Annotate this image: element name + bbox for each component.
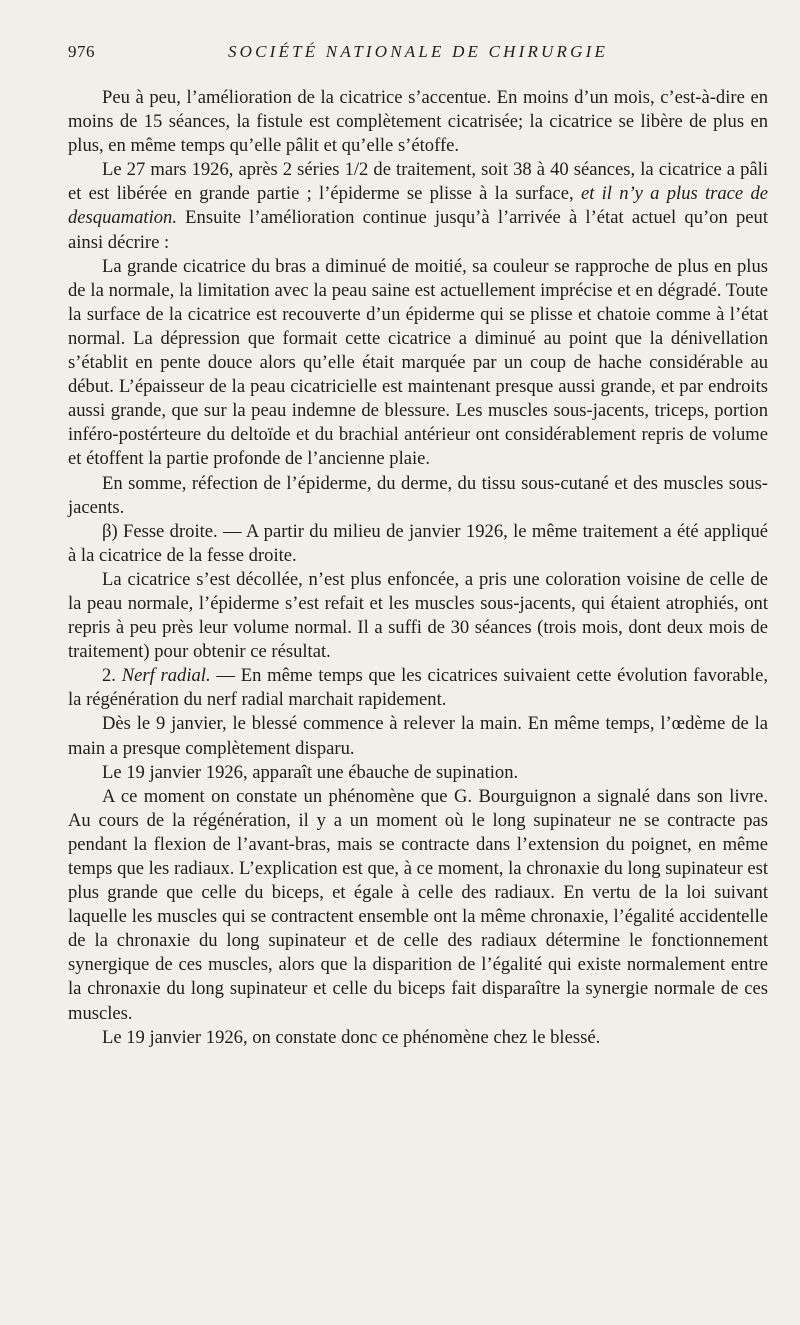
paragraph-text: 2. [102, 665, 122, 687]
paragraph-text: A ce moment on constate un phénomène que G. Bourguignon a signalé dans son livre. Au cours de la régénération, il y a un moment où le long supinateur ne se contracte pas pendant la flexion de l’avant-bras, mais se contracte dans l’extension du poignet, en même temps que les radiaux. L’explication est que, à ce moment, la chronaxie du long supinateur est plus grande que celle du biceps, et égale à celle des radiaux. En vertu de la loi suivant laquelle les muscles qui se contractent ensemble ont la même chronaxie, l’égalité accidentelle de la chronaxie du long supinateur et de celle des radiaux détermine le fonctionnement synergique de ces muscles, alors que la disparition de l’égalité qui existe normalement entre la chronaxie du long supinateur et celle du biceps fait disparaître la synergie normale de ces muscles. [68, 785, 768, 1024]
paragraph [68, 158, 768, 254]
paragraph-text: β) Fesse droite. — A partir du milieu de janvier 1926, le même traitement a été appliqué à la cicatrice de la fesse droite. [68, 520, 768, 566]
paragraph [68, 568, 768, 664]
paragraph-text: En somme, réfection de l’épiderme, du derme, du tissu sous-cutané et des muscles sous-jacents. [68, 472, 768, 518]
paragraph [68, 255, 768, 472]
paragraph [68, 785, 768, 1026]
paragraph [68, 472, 768, 520]
paragraph-text: La cicatrice s’est décollée, n’est plus enfoncée, a pris une coloration voisine de celle de la peau normale, l’épiderme s’est refait et les muscles sous-jacents, qui étaient atrophiés, ont repris à peu près leur volume normal. Il a suffi de 30 séances (trois mois, dont deux mois de traitement) pour obtenir ce résultat. [68, 568, 768, 663]
running-title: SOCIÉTÉ NATIONALE DE CHIRURGIE [227, 42, 609, 61]
paragraph-text: Le 27 mars 1926, après 2 séries 1/2 de traitement, soit 38 à 40 séances, la cicatrice a pâli et est libérée en grande partie ; l’épiderme se plisse à la surface, [68, 159, 768, 205]
page-header [68, 42, 768, 66]
paragraph [68, 712, 768, 760]
paragraph-text: Peu à peu, l’amélioration de la cicatrice s’accentue. En moins d’un mois, c’est-à-dire en moins de 15 séances, la fistule est complètement cicatrisée; la cicatrice se libère de plus en plus, en même temps qu’elle pâlit et qu’elle s’étoffe. [68, 87, 768, 157]
paragraph [68, 86, 768, 158]
paragraph [68, 664, 768, 712]
paragraph-text: La grande cicatrice du bras a diminué de moitié, sa couleur se rapproche de plus en plus de la normale, la limitation avec la peau saine est actuellement imprécise et en dégradé. Toute la surface de la cicatrice est recouverte d’un épiderme qui se plisse et chatoie comme à l’état normal. La dépression que formait cette cicatrice a diminué au point que la dénivellation s’établit en pente douce alors qu’elle était marquée par un coup de hache considérable au début. L’épaisseur de la peau cicatricielle est maintenant presque aussi grande, et par endroits aussi grande, que sur la peau indemne de blessure. Les muscles sous-jacents, triceps, portion inféro-postérteure du deltoïde et du brachial antérieur ont considérablement repris de volume et étoffent la partie profonde de l’ancienne plaie. [68, 255, 768, 470]
paragraph-text: Ensuite l’amélioration continue jusqu’à l’arrivée à l’état actuel qu’on peut ainsi décrire : [68, 207, 768, 253]
italic-text: Nerf radial. [121, 665, 211, 687]
body-text [68, 86, 768, 1050]
paragraph-text: Le 19 janvier 1926, apparaît une ébauche de supination. [102, 761, 519, 783]
paragraph [68, 520, 768, 568]
paragraph-text: — En même temps que les cicatrices suivaient cette évolution favorable, la régénération du nerf radial marchait rapidement. [68, 665, 768, 711]
paragraph [68, 761, 768, 785]
paragraph-text: Le 19 janvier 1926, on constate donc ce phénomène chez le blessé. [102, 1026, 601, 1048]
page-number: 976 [68, 42, 95, 61]
paragraph [68, 1026, 768, 1050]
italic-text: et il n’y a plus trace de desquamation. [68, 183, 768, 229]
paragraph-text: Dès le 9 janvier, le blessé commence à relever la main. En même temps, l’œdème de la main a presque complètement disparu. [68, 713, 768, 759]
